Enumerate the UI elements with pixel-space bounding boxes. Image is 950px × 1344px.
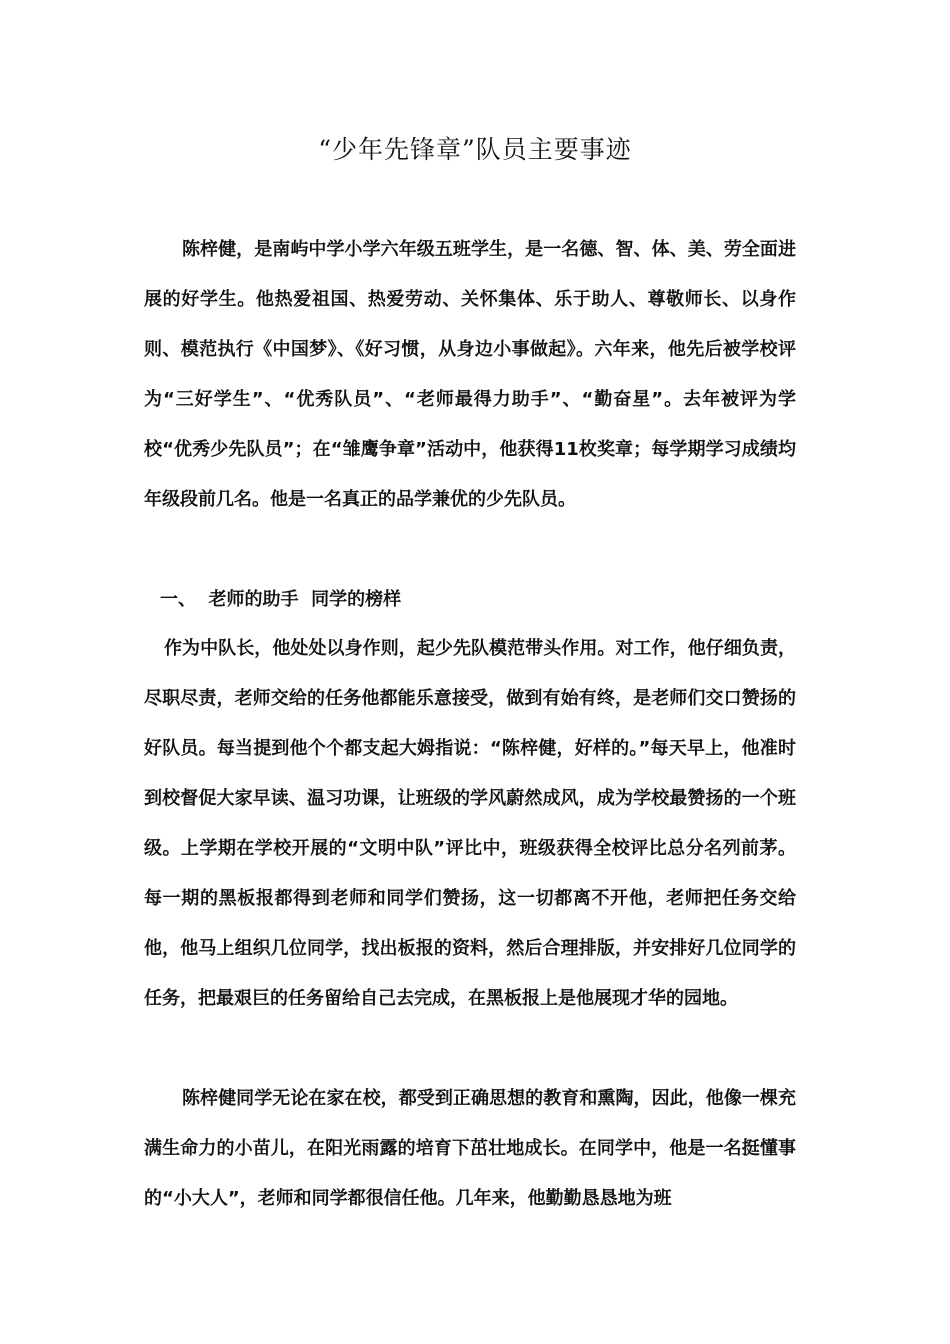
paragraph-growth: 陈梓健同学无论在家在校，都受到正确思想的教育和熏陶，因此，他像一棵充满生命力的小苗儿，在阳光雨露的培育下茁壮地成长。在同学中，他是一名挺懂事的“小大人”，老师和同学都很信任他。几年来，他勤勤恳恳地为班 (144, 1088, 796, 1209)
section-heading: 一、 老师的助手 同学的榜样 (160, 589, 402, 610)
document-title: “少年先锋章”队员主要事迹 (318, 135, 632, 164)
paragraph-intro: 陈梓健，是南屿中学小学六年级五班学生，是一名德、智、体、美、劳全面进展的好学生。他热爱祖国、热爱劳动、关怀集体、乐于助人、尊敬师长、以身作则、模范执行《中国梦》、《好习惯，从身边小事做起》。六年来，他先后被学校评为“三好学生”、“优秀队员”、“老师最得力助手”、“勤奋星”。去年被评为学校“优秀少先队员”；在“雏鹰争章”活动中，他获得11枚奖章；每学期学习成绩均年级段前几名。他是一名真正的品学兼优的少先队员。 (144, 239, 796, 510)
paragraph-section-one: 作为中队长，他处处以身作则，起少先队模范带头作用。对工作，他仔细负责，尽职尽责，老师交给的任务他都能乐意接受，做到有始有终，是老师们交口赞扬的好队员。每当提到他个个都支起大姆指说：“陈梓健，好样的。”每天早上，他准时到校督促大家早读、温习功课，让班级的学风蔚然成风，成为学校最赞扬的一个班级。上学期在学校开展的“文明中队”评比中，班级获得全校评比总分名列前茅。每一期的黑板报都得到老师和同学们赞扬，这一切都离不开他，老师把任务交给他，他马上组织几位同学，找出板报的资料，然后合理排版，并安排好几位同学的任务，把最艰巨的任务留给自己去完成，在黑板报上是他展现才华的园地。 (144, 638, 796, 1009)
